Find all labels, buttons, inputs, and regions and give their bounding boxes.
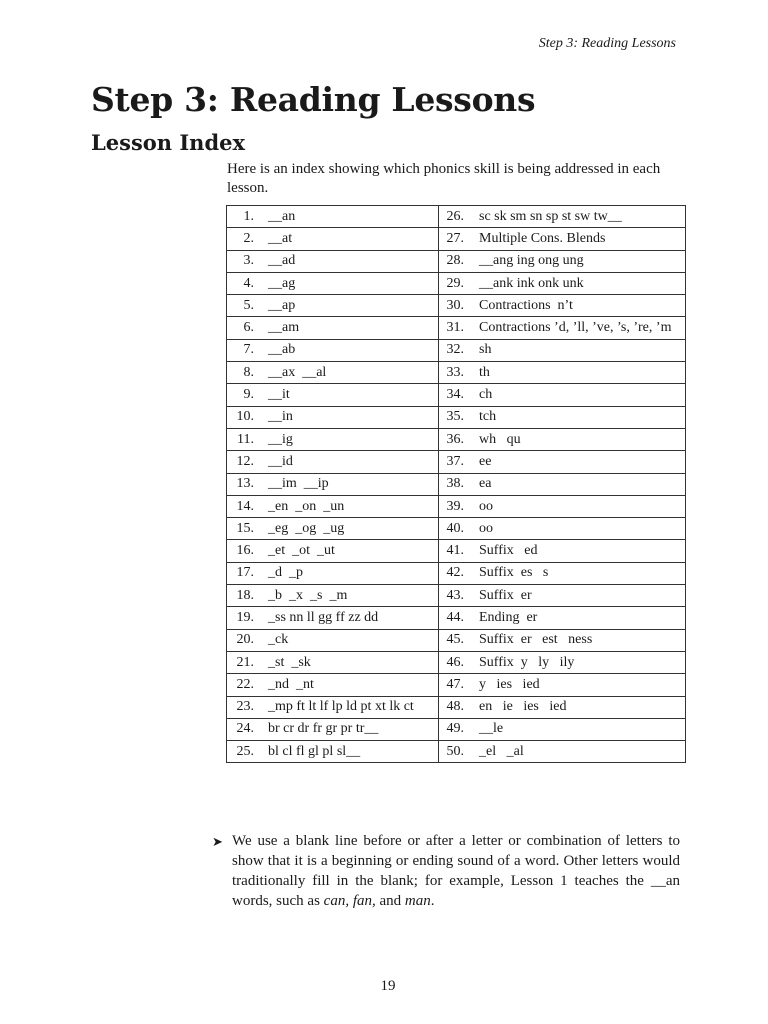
lesson-cell	[227, 295, 439, 317]
lesson-number: 33.	[446, 364, 464, 380]
lesson-skill: Suffix er est ness	[479, 632, 593, 648]
lesson-number: 11.	[237, 431, 254, 447]
lesson-skill: __ang ing ong ung	[479, 253, 584, 269]
lesson-index-table	[226, 205, 686, 763]
lesson-skill: _ck	[268, 632, 289, 648]
lesson-cell	[439, 272, 686, 294]
table-row	[227, 272, 686, 294]
lesson-number: 27.	[446, 230, 464, 246]
lesson-cell	[439, 473, 686, 495]
lesson-cell	[227, 339, 439, 361]
lesson-skill: __ax __al	[268, 364, 327, 380]
table-row	[227, 629, 686, 651]
lesson-number: 40.	[446, 520, 464, 536]
lesson-number: 35.	[446, 409, 464, 425]
lesson-number: 18.	[236, 587, 254, 603]
table-row	[227, 718, 686, 740]
lesson-cell	[227, 540, 439, 562]
lesson-number: 1.	[243, 208, 254, 224]
table-row	[227, 674, 686, 696]
lesson-number: 43.	[446, 587, 464, 603]
lesson-number: 15.	[236, 520, 254, 536]
lesson-number: 44.	[446, 609, 464, 625]
lesson-cell	[439, 651, 686, 673]
page-title: Step 3: Reading Lessons	[91, 80, 536, 119]
table-row	[227, 741, 686, 763]
lesson-number: 3.	[243, 253, 254, 269]
arrow-bullet-icon: ➤	[212, 834, 223, 849]
lesson-skill: Multiple Cons. Blends	[479, 230, 606, 246]
lesson-number: 24.	[236, 721, 254, 737]
lesson-cell	[227, 562, 439, 584]
lesson-cell	[439, 451, 686, 473]
lesson-cell	[439, 562, 686, 584]
lesson-cell	[227, 741, 439, 763]
lesson-cell	[439, 540, 686, 562]
lesson-skill: Suffix y ly ily	[479, 654, 575, 670]
lesson-skill: ch	[479, 387, 493, 403]
note-text: We use a blank line before or after a letter or combination of letters to show that it is a beginning or ending sound of a word. Other letters would traditionally fill in the blank; for example, Lesson 1 teaches the __an words, such as can, fan, and man.	[232, 833, 680, 909]
table-row	[227, 473, 686, 495]
lesson-number: 36.	[446, 431, 464, 447]
lesson-number: 8.	[243, 364, 254, 380]
lesson-number: 23.	[236, 699, 254, 715]
lesson-number: 2.	[243, 230, 254, 246]
table-row	[227, 339, 686, 361]
lesson-cell	[439, 607, 686, 629]
lesson-skill: ea	[479, 476, 492, 492]
lesson-number: 21.	[236, 654, 254, 670]
lesson-number: 49.	[446, 721, 464, 737]
lesson-number: 37.	[446, 453, 464, 469]
lesson-skill: bl cl fl gl pl sl__	[268, 743, 361, 759]
table-row	[227, 607, 686, 629]
intro-paragraph: Here is an index showing which phonics skill is being addressed in each lesson.	[227, 161, 661, 196]
table-row	[227, 696, 686, 718]
lesson-number: 13.	[236, 476, 254, 492]
lesson-number: 46.	[446, 654, 464, 670]
lesson-skill: __ad	[268, 253, 296, 269]
table-row	[227, 495, 686, 517]
lesson-skill: __id	[268, 453, 293, 469]
lesson-skill: br cr dr fr gr pr tr__	[268, 721, 379, 737]
lesson-cell	[227, 629, 439, 651]
lesson-number: 4.	[243, 275, 254, 291]
lesson-number: 32.	[446, 342, 464, 358]
table-row	[227, 518, 686, 540]
lesson-cell	[439, 250, 686, 272]
lesson-cell	[227, 428, 439, 450]
lesson-number: 14.	[236, 498, 254, 514]
lesson-cell	[439, 629, 686, 651]
lesson-number: 16.	[236, 543, 254, 559]
lesson-cell	[439, 339, 686, 361]
lesson-cell	[227, 495, 439, 517]
running-header: Step 3: Reading Lessons	[538, 36, 676, 51]
table-row	[227, 295, 686, 317]
lesson-cell	[227, 206, 439, 228]
lesson-number: 29.	[446, 275, 464, 291]
lesson-cell	[227, 406, 439, 428]
lesson-skill: th	[479, 364, 490, 380]
lesson-skill: y ies ied	[479, 676, 540, 692]
lesson-number: 12.	[236, 453, 254, 469]
lesson-cell	[227, 384, 439, 406]
lesson-skill: _ss nn ll gg ff zz dd	[268, 609, 379, 625]
lesson-cell	[439, 317, 686, 339]
lesson-cell	[439, 295, 686, 317]
lesson-number: 17.	[236, 565, 254, 581]
lesson-number: 30.	[446, 297, 464, 313]
lesson-cell	[227, 585, 439, 607]
lesson-cell	[439, 718, 686, 740]
lesson-skill: __at	[268, 230, 293, 246]
lesson-cell	[227, 473, 439, 495]
lesson-cell	[227, 696, 439, 718]
lesson-cell	[227, 451, 439, 473]
lesson-cell	[227, 607, 439, 629]
table-row	[227, 540, 686, 562]
lesson-cell	[439, 384, 686, 406]
table-row	[227, 250, 686, 272]
lesson-number: 39.	[446, 498, 464, 514]
lesson-number: 22.	[236, 676, 254, 692]
lesson-number: 50.	[446, 743, 464, 759]
section-title: Lesson Index	[91, 130, 246, 155]
lesson-skill: __in	[268, 409, 293, 425]
lesson-number: 47.	[446, 676, 464, 692]
lesson-cell	[439, 696, 686, 718]
lesson-number: 7.	[243, 342, 254, 358]
lesson-number: 25.	[236, 743, 254, 759]
lesson-number: 5.	[243, 297, 254, 313]
lesson-skill: _et _ot _ut	[268, 543, 335, 559]
table-row	[227, 362, 686, 384]
lesson-number: 31.	[446, 320, 464, 336]
table-row	[227, 384, 686, 406]
lesson-number: 45.	[446, 632, 464, 648]
table-row	[227, 406, 686, 428]
lesson-skill: sc sk sm sn sp st sw tw__	[479, 208, 622, 224]
lesson-number: 34.	[446, 387, 464, 403]
lesson-skill: Contractions ’d, ’ll, ’ve, ’s, ’re, ’m	[479, 320, 672, 336]
lesson-number: 28.	[446, 253, 464, 269]
note	[212, 831, 680, 911]
lesson-number: 48.	[446, 699, 464, 715]
lesson-skill: Ending er	[479, 609, 538, 625]
lesson-cell	[227, 272, 439, 294]
lesson-skill: __ig	[268, 431, 293, 447]
lesson-skill: Suffix ed	[479, 543, 538, 559]
lesson-number: 42.	[446, 565, 464, 581]
lesson-cell	[227, 674, 439, 696]
lesson-number: 19.	[236, 609, 254, 625]
lesson-cell	[227, 228, 439, 250]
lesson-skill: __im __ip	[268, 476, 329, 492]
lesson-skill: oo	[479, 498, 493, 514]
table-row	[227, 451, 686, 473]
lesson-skill: __ap	[268, 297, 296, 313]
lesson-skill: Contractions n’t	[479, 297, 573, 313]
table-row	[227, 651, 686, 673]
lesson-cell	[439, 585, 686, 607]
table-row	[227, 428, 686, 450]
lesson-skill: oo	[479, 520, 493, 536]
table-row	[227, 562, 686, 584]
lesson-cell	[439, 228, 686, 250]
table-row	[227, 206, 686, 228]
lesson-cell	[227, 362, 439, 384]
lesson-cell	[227, 250, 439, 272]
lesson-skill: _el _al	[479, 743, 524, 759]
lesson-skill: __le	[479, 721, 504, 737]
lesson-skill: Suffix er	[479, 587, 532, 603]
table-row	[227, 317, 686, 339]
lesson-skill: __an	[268, 208, 296, 224]
lesson-skill: _eg _og _ug	[268, 520, 345, 536]
table-row	[227, 585, 686, 607]
lesson-skill: ee	[479, 453, 492, 469]
lesson-cell	[439, 406, 686, 428]
lesson-skill: tch	[479, 409, 497, 425]
lesson-skill: __ank ink onk unk	[479, 275, 584, 291]
lesson-cell	[439, 428, 686, 450]
lesson-cell	[227, 718, 439, 740]
lesson-skill: __it	[268, 387, 290, 403]
lesson-skill: Suffix es s	[479, 565, 549, 581]
lesson-skill: wh qu	[479, 431, 521, 447]
lesson-cell	[227, 518, 439, 540]
lesson-skill: sh	[479, 342, 492, 358]
lesson-cell	[439, 674, 686, 696]
lesson-cell	[439, 362, 686, 384]
lesson-cell	[227, 317, 439, 339]
lesson-skill: _mp ft lt lf lp ld pt xt lk ct	[268, 699, 414, 715]
lesson-number: 6.	[243, 320, 254, 336]
lesson-skill: __ab	[268, 342, 296, 358]
lesson-number: 20.	[236, 632, 254, 648]
lesson-skill: en ie ies ied	[479, 699, 567, 715]
lesson-cell	[439, 518, 686, 540]
lesson-skill: _b _x _s _m	[268, 587, 348, 603]
lesson-number: 10.	[236, 409, 254, 425]
lesson-number: 41.	[446, 543, 464, 559]
lesson-number: 26.	[446, 208, 464, 224]
lesson-cell	[439, 741, 686, 763]
lesson-skill: _en _on _un	[268, 498, 345, 514]
lesson-skill: _d _p	[268, 565, 303, 581]
lesson-cell	[439, 495, 686, 517]
lesson-skill: _nd _nt	[268, 676, 314, 692]
lesson-number: 9.	[243, 387, 254, 403]
page-number: 19	[380, 978, 396, 994]
lesson-skill: __am	[268, 320, 300, 336]
lesson-cell	[439, 206, 686, 228]
lesson-cell	[227, 651, 439, 673]
lesson-skill: __ag	[268, 275, 296, 291]
lesson-skill: _st _sk	[268, 654, 311, 670]
table-row	[227, 228, 686, 250]
lesson-number: 38.	[446, 476, 464, 492]
